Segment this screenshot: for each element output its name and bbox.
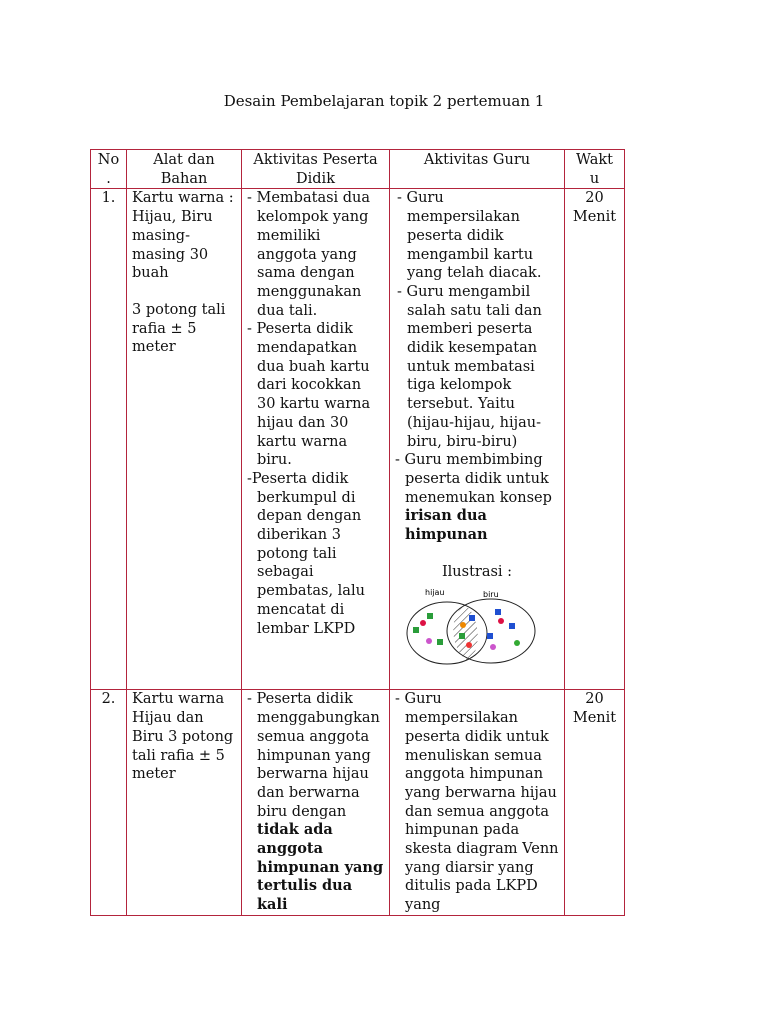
header-alat-bahan: Alat dan Bahan bbox=[127, 150, 242, 189]
activity-text: - Peserta didik menggabungkan semua anggota himpunan yang berwarna hijau dan berwarna biru dengan bbox=[247, 691, 380, 820]
green-card-icon bbox=[459, 633, 465, 639]
green-card-icon bbox=[427, 613, 433, 619]
aktivitas-peserta-cell bbox=[242, 189, 390, 690]
ilustrasi-label: Ilustrasi : bbox=[441, 563, 513, 580]
activity-bold-text: irisan dua himpunan bbox=[405, 507, 488, 544]
blue-card-icon bbox=[495, 609, 501, 615]
green-card-icon bbox=[437, 639, 443, 645]
child-icon bbox=[514, 640, 520, 646]
header-waktu: Wakt u bbox=[565, 150, 625, 189]
blue-card-icon bbox=[487, 633, 493, 639]
header-aktivitas-peserta: Aktivitas Peserta Didik bbox=[242, 150, 390, 189]
row-number: 2. bbox=[91, 690, 127, 915]
blue-card-icon bbox=[469, 615, 475, 621]
aktivitas-guru-cell bbox=[390, 690, 565, 915]
activity-item: - Guru mempersilakan peserta didik mengambil kartu yang telah diacak. bbox=[397, 190, 542, 282]
alat-bahan-text: Kartu warna : Hijau, Biru masing-masing 30 buah bbox=[132, 190, 234, 282]
child-icon bbox=[460, 622, 466, 628]
header-aktivitas-guru: Aktivitas Guru bbox=[390, 150, 565, 189]
table-row bbox=[91, 690, 625, 915]
child-icon bbox=[490, 644, 496, 650]
activity-bold-text: tidak ada anggota himpunan yang tertulis dua kali bbox=[257, 821, 384, 914]
waktu-cell: 20 Menit bbox=[565, 189, 625, 690]
activity-item bbox=[247, 690, 384, 914]
waktu-cell: 20 Menit bbox=[565, 690, 625, 915]
row-number: 1. bbox=[91, 189, 127, 690]
green-card-icon bbox=[413, 627, 419, 633]
activity-item: - Guru mempersilakan peserta didik untuk menuliskan semua anggota himpunan yang berwarna hijau dan semua anggota himpunan pada skesta diagram Venn yang diarsir yang ditulis pada LKPD yang bbox=[395, 691, 559, 914]
label-biru: biru bbox=[483, 590, 499, 600]
activity-text: - Guru membimbing peserta didik untuk menemukan konsep bbox=[395, 452, 552, 506]
blue-card-icon bbox=[509, 623, 515, 629]
label-hijau: hijau bbox=[425, 588, 445, 598]
lesson-plan-table bbox=[90, 149, 625, 916]
aktivitas-guru-cell bbox=[390, 189, 565, 690]
child-icon bbox=[420, 620, 426, 626]
activity-item bbox=[395, 451, 559, 545]
alat-bahan-cell bbox=[127, 189, 242, 690]
activity-item: - Guru mengambil salah satu tali dan memberi peserta didik kesempatan untuk membatasi tiga kelompok tersebut. Yaitu (hijau-hijau, hijau-biru, biru-biru) bbox=[397, 283, 542, 450]
activity-item: - Membatasi dua kelompok yang memiliki anggota yang sama dengan menggunakan dua tali. bbox=[247, 190, 371, 319]
aktivitas-peserta-cell bbox=[242, 690, 390, 915]
alat-bahan-text: 3 potong tali rafia ± 5 meter bbox=[132, 301, 226, 356]
venn-intersection bbox=[453, 605, 477, 661]
table-header-row bbox=[91, 150, 625, 189]
child-icon bbox=[498, 618, 504, 624]
activity-item: - Peserta didik mendapatkan dua buah kartu dari kocokkan 30 kartu warna hijau dan 30 kartu warna biru. bbox=[247, 321, 371, 469]
venn-illustration bbox=[399, 585, 539, 669]
child-icon bbox=[466, 642, 472, 648]
child-icon bbox=[426, 638, 432, 644]
table-row bbox=[91, 189, 625, 690]
header-no: No . bbox=[91, 150, 127, 189]
page-title: Desain Pembelajaran topik 2 pertemuan 1 bbox=[223, 92, 545, 110]
alat-bahan-cell: Kartu warna Hijau dan Biru 3 potong tali rafia ± 5 meter bbox=[127, 690, 242, 915]
activity-item: -Peserta didik berkumpul di depan dengan diberikan 3 potong tali sebagai pembatas, lalu mencatat di lembar LKPD bbox=[247, 470, 365, 637]
